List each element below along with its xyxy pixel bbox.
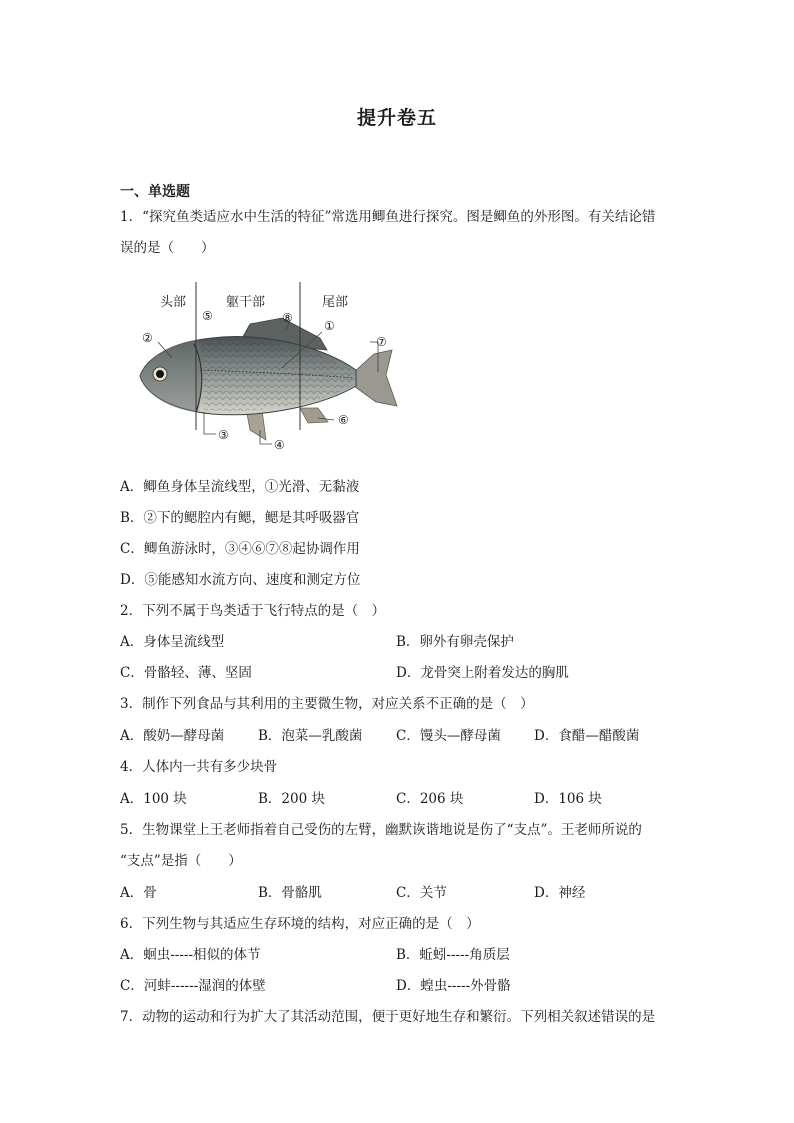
fish-diagram <box>132 280 412 455</box>
question-2-option-a: A．身体呈流线型 <box>120 634 225 650</box>
question-2-stem: 2．下列不属于鸟类适于飞行特点的是（ ） <box>120 603 386 619</box>
question-6-option-a: A．蛔虫-----相似的体节 <box>120 947 261 963</box>
question-1-option-c: C．鲫鱼游泳时，③④⑥⑦⑧起协调作用 <box>120 541 360 557</box>
label-8: ⑧ <box>282 311 293 325</box>
question-4-option-b: B．200 块 <box>258 791 325 807</box>
question-5-option-a: A．骨 <box>120 885 157 901</box>
question-2-option-d: D．龙骨突上附着发达的胸肌 <box>396 665 569 681</box>
label-head: 头部 <box>160 295 187 310</box>
label-tail: 尾部 <box>322 295 349 310</box>
question-5-option-d: D．神经 <box>534 885 586 901</box>
label-trunk: 躯干部 <box>226 295 266 310</box>
question-5-stem-line-2: “支点”是指（ ） <box>120 853 242 869</box>
label-1: ① <box>324 319 335 333</box>
question-2-option-c: C．骨骼轻、薄、坚固 <box>120 665 252 681</box>
question-6-option-b: B．蚯蚓-----角质层 <box>396 947 510 963</box>
page-title: 提升卷五 <box>356 107 437 129</box>
tail-fin <box>354 350 397 406</box>
question-3-stem: 3．制作下列食品与其利用的主要微生物，对应关系不正确的是（ ） <box>120 696 534 712</box>
label-3: ③ <box>218 428 229 442</box>
question-1-stem-line-1: 1．“探究鱼类适应水中生活的特征”常选用鲫鱼进行探究。图是鲫鱼的外形图。有关结论错 <box>120 209 656 225</box>
anal-fin <box>300 408 328 423</box>
question-3-option-a: A．酸奶—酵母菌 <box>120 728 225 744</box>
question-1-option-b: B．②下的鳃腔内有鳃，鳃是其呼吸器官 <box>120 510 360 526</box>
question-6-option-d: D．蝗虫-----外骨骼 <box>396 978 511 994</box>
label-7: ⑦ <box>376 335 387 349</box>
question-1-option-d: D．⑤能感知水流方向、速度和测定方位 <box>120 572 361 588</box>
question-3-option-b: B．泡菜—乳酸菌 <box>258 728 363 744</box>
label-2: ② <box>142 331 153 345</box>
question-6-stem: 6．下列生物与其适应生存环境的结构，对应正确的是（ ） <box>120 916 480 932</box>
question-1-option-a: A．鲫鱼身体呈流线型，①光滑、无黏液 <box>120 479 360 495</box>
label-5: ⑤ <box>202 309 213 323</box>
question-3-option-d: D．食醋—醋酸菌 <box>534 728 640 744</box>
question-4-stem: 4．人体内一共有多少块骨 <box>120 759 278 775</box>
question-2-option-b: B．卵外有卵壳保护 <box>396 634 514 650</box>
label-4: ④ <box>274 438 285 452</box>
section-heading: 一、单选题 <box>120 184 190 200</box>
question-3-option-c: C．馒头—酵母菌 <box>396 728 501 744</box>
question-6-option-c: C．河蚌------湿润的体壁 <box>120 978 266 994</box>
question-5-option-b: B．骨骼肌 <box>258 885 322 901</box>
question-7-stem: 7．动物的运动和行为扩大了其活动范围，便于更好地生存和繁衍。下列相关叙述错误的是 <box>120 1009 656 1025</box>
question-4-option-d: D．106 块 <box>534 791 602 807</box>
question-4-option-c: C．206 块 <box>396 791 464 807</box>
question-5-option-c: C．关节 <box>396 885 447 901</box>
question-1-stem-line-2: 误的是（ ） <box>120 240 215 256</box>
question-5-stem-line-1: 5．生物课堂上王老师指着自己受伤的左臂，幽默诙谐地说是伤了“支点”。王老师所说的 <box>120 822 642 838</box>
question-4-option-a: A．100 块 <box>120 791 187 807</box>
label-6: ⑥ <box>338 413 349 427</box>
